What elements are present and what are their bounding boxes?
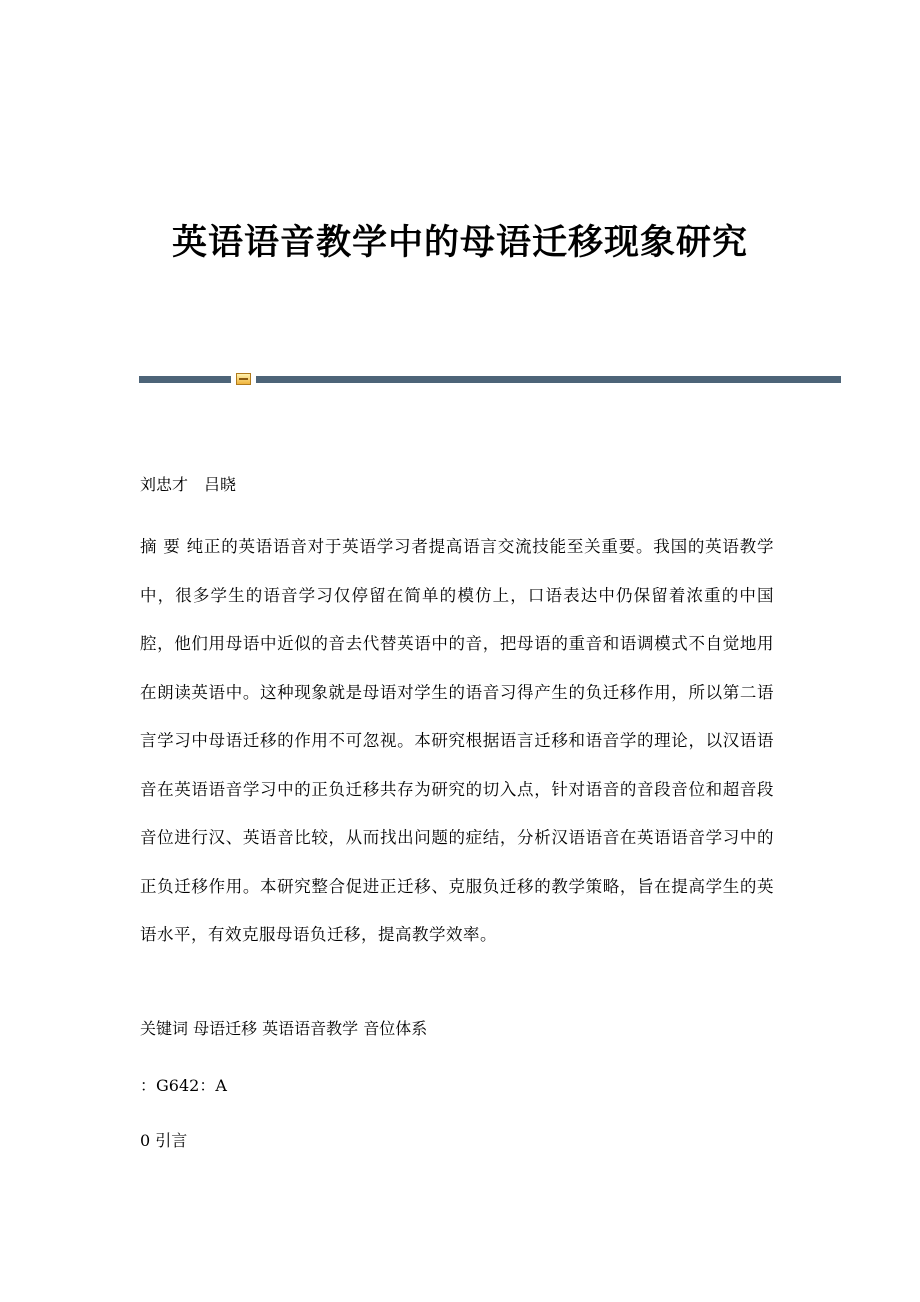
- authors: 刘忠才 吕晓: [140, 475, 237, 494]
- page-title: 英语语音教学中的母语迁移现象研究: [171, 222, 748, 263]
- classification-code: ：G642：A: [140, 1076, 227, 1095]
- divider-emblem-icon: [236, 373, 251, 385]
- divider-bar-right: [256, 376, 841, 383]
- section-heading-introduction: 0 引言: [140, 1131, 188, 1150]
- divider-bar-left: [139, 376, 231, 383]
- abstract: 摘 要 纯正的英语语音对于英语学习者提高语言交流技能至关重要。我国的英语教学中，很多学生的语音学习仅停留在简单的模仿上，口语表达中仍保留着浓重的中国腔，他们用母语中近似的音去代替英语中的音，把母语的重音和语调模式不自觉地用在朗读英语中。这种现象就是母语对学生的语音习得产生的负迁移作用，所以第二语言学习中母语迁移的作用不可忽视。本研究根据语言迁移和语音学的理论，以汉语语音在英语语音学习中的正负迁移共存为研究的切入点，针对语音的音段音位和超音段音位进行汉、英语音比较，从而找出问题的症结，分析汉语语音在英语语音学习中的正负迁移作用。本研究整合促进正迁移、克服负迁移的教学策略，旨在提高学生的英语水平，有效克服母语负迁移，提高教学效率。: [140, 537, 774, 944]
- title-divider: [139, 373, 841, 385]
- keywords: 关键词 母语迁移 英语语音教学 音位体系: [140, 1019, 428, 1038]
